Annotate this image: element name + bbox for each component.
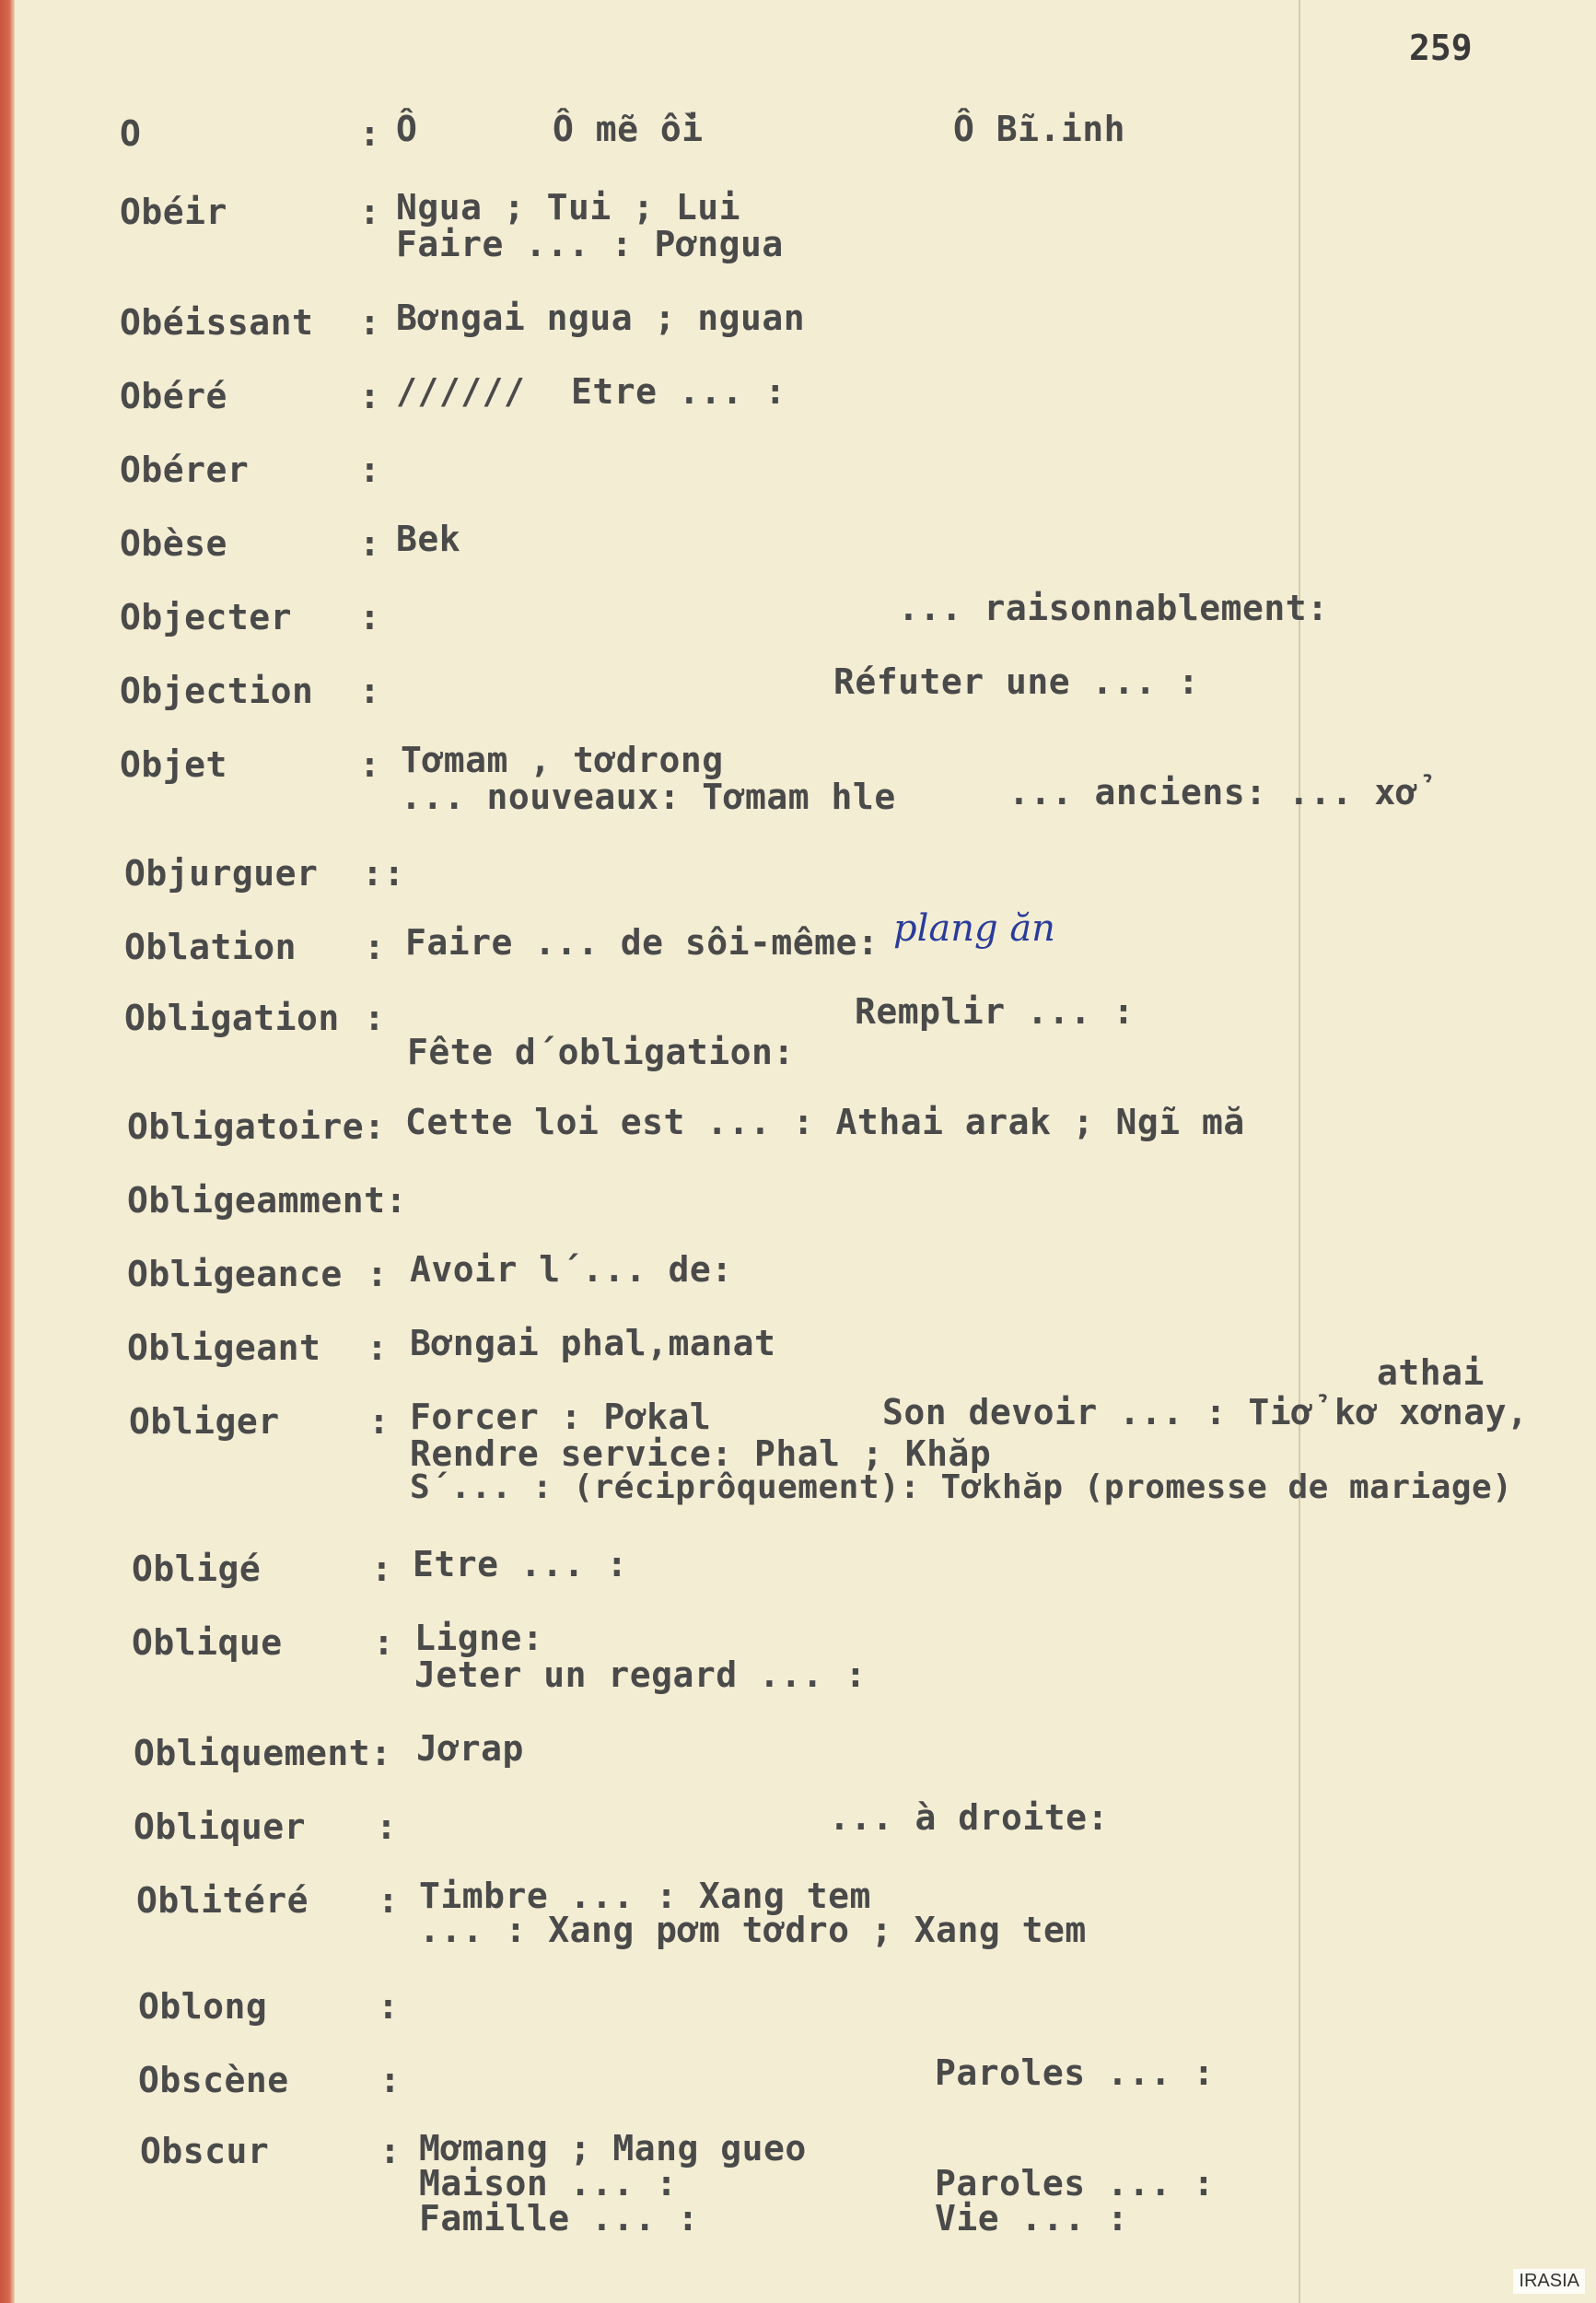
definition-line: Paroles ... : (935, 2052, 1215, 2093)
definition-line: Faire ... : Pơngua (396, 224, 784, 264)
headword-obligation: Obligation (124, 998, 340, 1038)
definition-line: Mơmang ; Mang gueo (419, 2128, 807, 2169)
definition-line: Bơngai phal,manat (410, 1323, 776, 1363)
separator: : (364, 927, 386, 967)
definition-line: Ngua ; Tui ; Lui (396, 187, 741, 228)
separator: :: (362, 853, 405, 894)
headword-obligeant: Obligeant (127, 1327, 321, 1368)
definition-line: Vie ... : (935, 2198, 1129, 2239)
definition-line: Etre ... : (413, 1544, 628, 1584)
separator: : (359, 523, 381, 564)
headword-oblong: Oblong (138, 1986, 268, 2027)
separator: : (378, 1986, 400, 2027)
definition-line: ... nouveaux: Tơmam hle (401, 777, 896, 817)
headword-objecter: Objecter (120, 597, 293, 637)
headword-obliger: Obliger (129, 1401, 280, 1442)
headword-obere: Obéré (120, 376, 227, 416)
separator: : (359, 192, 381, 232)
definition-line: Réfuter une ... : (833, 661, 1200, 702)
definition-line: Rendre service: Phal ; Khăp (410, 1433, 992, 1474)
headword-obliquement: Obliquement: (134, 1733, 392, 1773)
definition-line: Ô mẽ ồi (553, 109, 704, 149)
watermark: IRASIA (1513, 2269, 1585, 2294)
definition-line: Faire ... de sôi-même: (405, 922, 880, 963)
definition-line: Ô Bĩ.inh (953, 109, 1126, 149)
definition-line: Maison ... : (419, 2163, 678, 2204)
definition-line: ... : Xang pơm tơdro ; Xang tem (419, 1910, 1087, 1950)
definition-line: Remplir ... : (855, 991, 1135, 1032)
headword-obligeamment: Obligeamment: (127, 1180, 407, 1221)
headword-objet: Objet (120, 744, 227, 785)
fold-line (1299, 0, 1300, 2303)
separator: : (359, 376, 381, 416)
definition-line: ... anciens: ... xở (1008, 772, 1418, 812)
headword-obérer: Obérer (120, 450, 250, 490)
separator: : (379, 2131, 402, 2171)
separator: : (367, 1327, 389, 1368)
separator: : (359, 113, 381, 154)
separator: : (367, 1254, 389, 1294)
binding-edge (0, 0, 15, 2303)
headword-obligeance: Obligeance (127, 1254, 343, 1294)
handwritten-annotation: plang ăn (893, 907, 1055, 950)
separator: : (364, 998, 386, 1038)
definition-line: Paroles ... : (935, 2163, 1215, 2204)
definition-line: S´... : (réciprôquement): Tơkhăp (promesse de mariage) (410, 1468, 1513, 1506)
definition-line: Timbre ... : Xang tem (419, 1876, 871, 1916)
definition-line: Tơmam , tơdrong (401, 740, 724, 780)
separator: : (359, 597, 381, 637)
separator: : (359, 744, 381, 785)
separator: : (379, 2060, 402, 2100)
separator: : (378, 1880, 400, 1921)
headword-obscene: Obscène (138, 2060, 289, 2100)
headword-obeir: Obéir (120, 192, 227, 232)
definition-line: Jơrap (416, 1728, 524, 1769)
definition-line: ... à droite: (829, 1797, 1109, 1838)
separator: : (359, 302, 381, 343)
headword-objurguer: Objurguer (124, 853, 319, 894)
headword-obese: Obèse (120, 523, 227, 564)
definition-line: Ligne: (414, 1618, 544, 1658)
definition-line: Son devoir ... : Tiở kơ xơnay, (882, 1392, 1529, 1432)
headword-obeissant: Obéissant (120, 302, 314, 343)
headword-o: O (120, 113, 142, 154)
headword-obscur: Obscur (140, 2131, 270, 2171)
headword-obliquer: Obliquer (134, 1806, 307, 1847)
interlinear-note: athai (1377, 1352, 1485, 1393)
headword-oblige: Obligé (132, 1549, 262, 1589)
definition-line: Famille ... : (419, 2198, 699, 2239)
separator: : (376, 1806, 398, 1847)
separator: : (368, 1401, 390, 1442)
headword-oblique: Oblique (132, 1622, 283, 1663)
definition-line: Etre ... : (571, 371, 786, 412)
definition-line: Ô (396, 109, 418, 149)
definition-line: Avoir l´... de: (410, 1249, 733, 1290)
headword-oblitere: Oblitéré (136, 1880, 309, 1921)
definition-line: Bơngai ngua ; nguan (396, 298, 806, 338)
definition-line: ... raisonnablement: (898, 588, 1329, 628)
definition-line: Forcer : Pơkal (410, 1397, 712, 1437)
headword-objection: Objection (120, 671, 314, 711)
separator: : (371, 1549, 393, 1589)
page-number: 259 (1409, 28, 1473, 68)
headword-obligatoire: Obligatoire: (127, 1106, 386, 1147)
definition-line: Cette loi est ... : Athai arak ; Ngĩ mă (405, 1102, 1245, 1142)
definition-line: Fête d´obligation: (407, 1032, 795, 1072)
struck-out-text: ////// (396, 371, 526, 412)
definition-line: Jeter un regard ... : (414, 1654, 867, 1695)
separator: : (373, 1622, 395, 1663)
definition-line: Bek (396, 519, 461, 559)
headword-oblation: Oblation (124, 927, 297, 967)
separator: : (359, 450, 381, 490)
separator: : (359, 671, 381, 711)
